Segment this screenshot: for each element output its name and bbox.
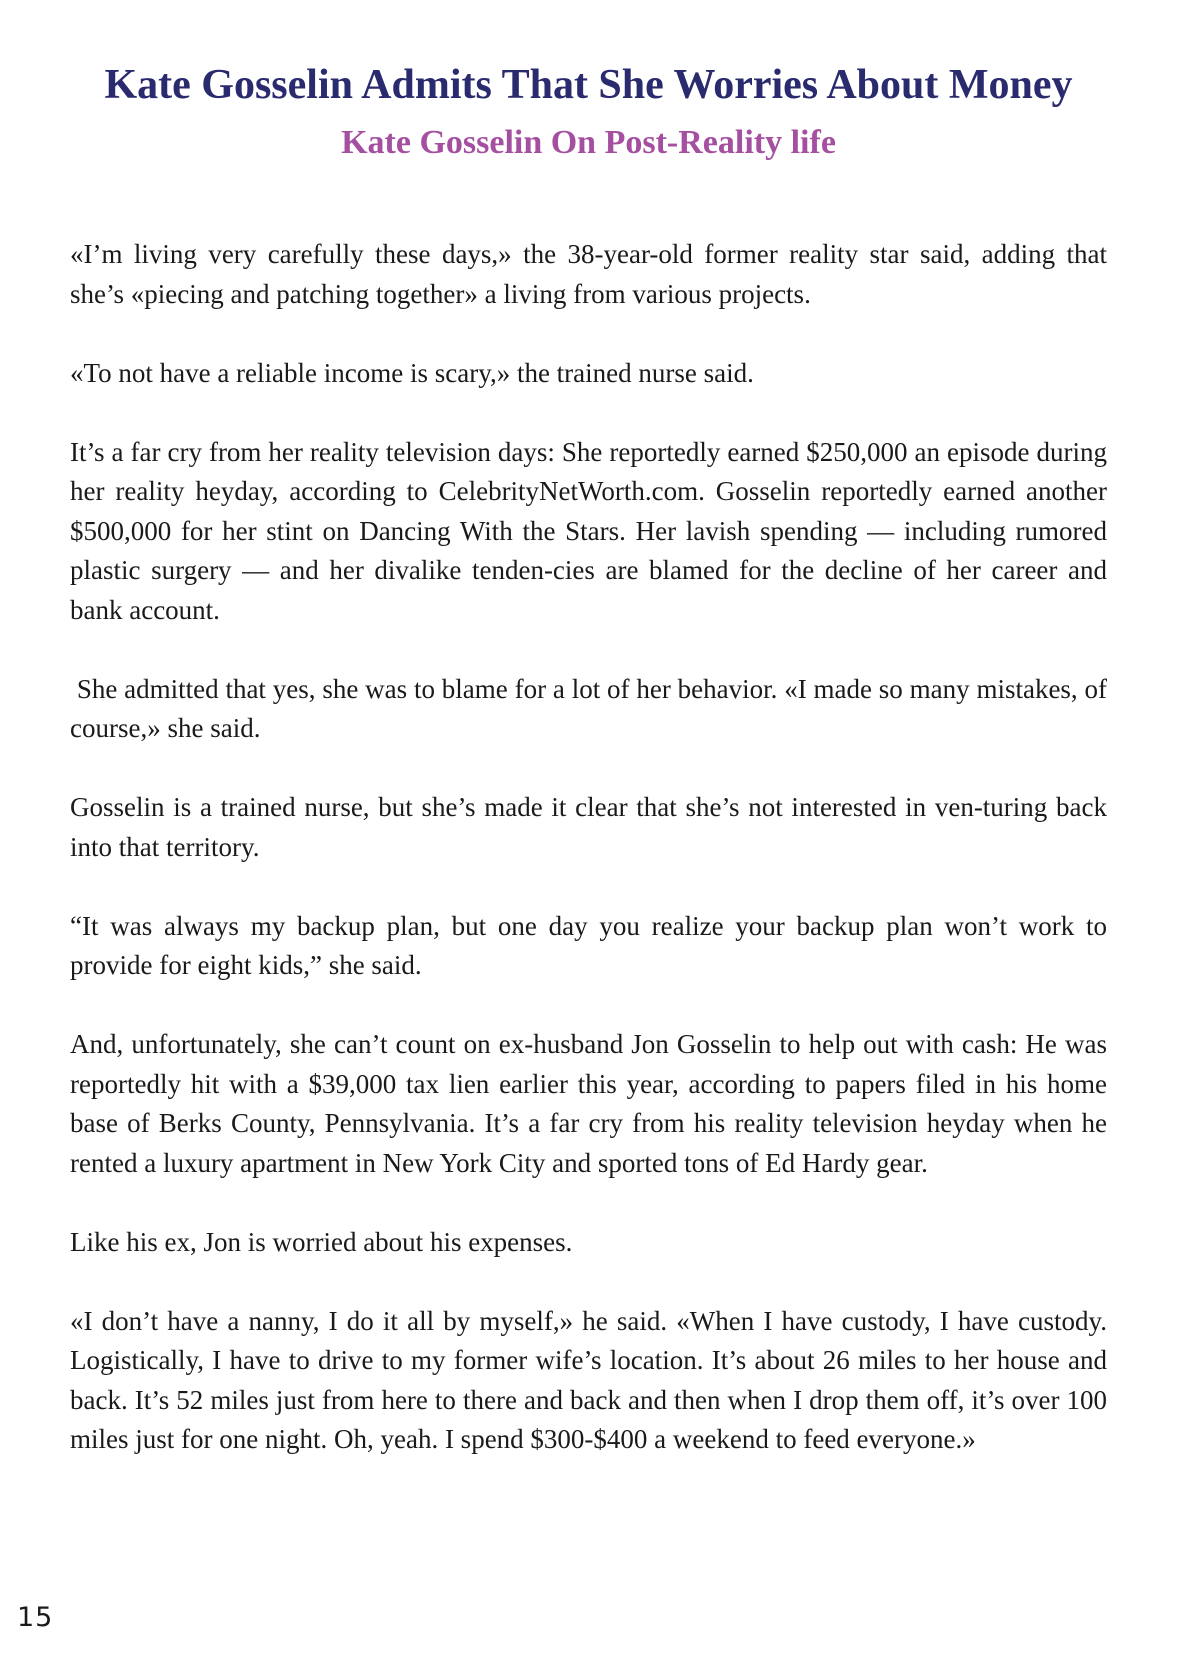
paragraph: And, unfortunately, she can’t count on ex-husband Jon Gosselin to help out with cash: He was reportedly hit with a $39,000 tax lien earlier this year, according to papers filed in his home base of Berks County, Pennsylvania. It’s a far cry from his reality television heyday when he rented a luxury apartment in New York City and sported tons of Ed Hardy gear.: [70, 1029, 1107, 1178]
article-title: Kate Gosselin Admits That She Worries About Money: [104, 62, 1073, 108]
paragraph: “It was always my backup plan, but one day you realize your backup plan won’t work to provide for eight kids,” she said.: [70, 910, 1107, 980]
paragraph: «I don’t have a nanny, I do it all by myself,» he said. «When I have custody, I have custody. Logistically, I have to drive to my former wife’s location. It’s about 26 miles to her house and back. It’s 52 miles just from here to there and back and then when I drop them off, it’s over 100 miles just for one night. Oh, yeah. I spend $300-$400 a weekend to feed everyone.»: [70, 1305, 1107, 1454]
page-number: 15: [17, 1602, 54, 1633]
paragraph: It’s a far cry from her reality television days: She reportedly earned $250,000 an episode during her reality heyday, according to CelebrityNetWorth.com. Gosselin reportedly earned another $500,000 for her stint on Dancing With the Stars. Her lavish spending — including rumored plastic surgery — and her divalike tenden-cies are blamed for the decline of her career and bank account.: [70, 436, 1107, 625]
paragraph: Like his ex, Jon is worried about his expenses.: [70, 1226, 573, 1257]
paragraph: «I’m living very carefully these days,» the 38-year-old former reality star said, adding that she’s «piecing and patching together» a living from various projects.: [70, 239, 1107, 309]
paragraph: «To not have a reliable income is scary,» the trained nurse said.: [70, 357, 754, 388]
paragraph: Gosselin is a trained nurse, but she’s made it clear that she’s not interested in ven-turing back into that territory.: [70, 792, 1107, 862]
article-body: [70, 235, 1114, 1499]
article-subtitle: Kate Gosselin On Post-Reality life: [341, 124, 836, 161]
paragraph: She admitted that yes, she was to blame for a lot of her behavior. «I made so many mistakes, of course,» she said.: [70, 673, 1114, 743]
